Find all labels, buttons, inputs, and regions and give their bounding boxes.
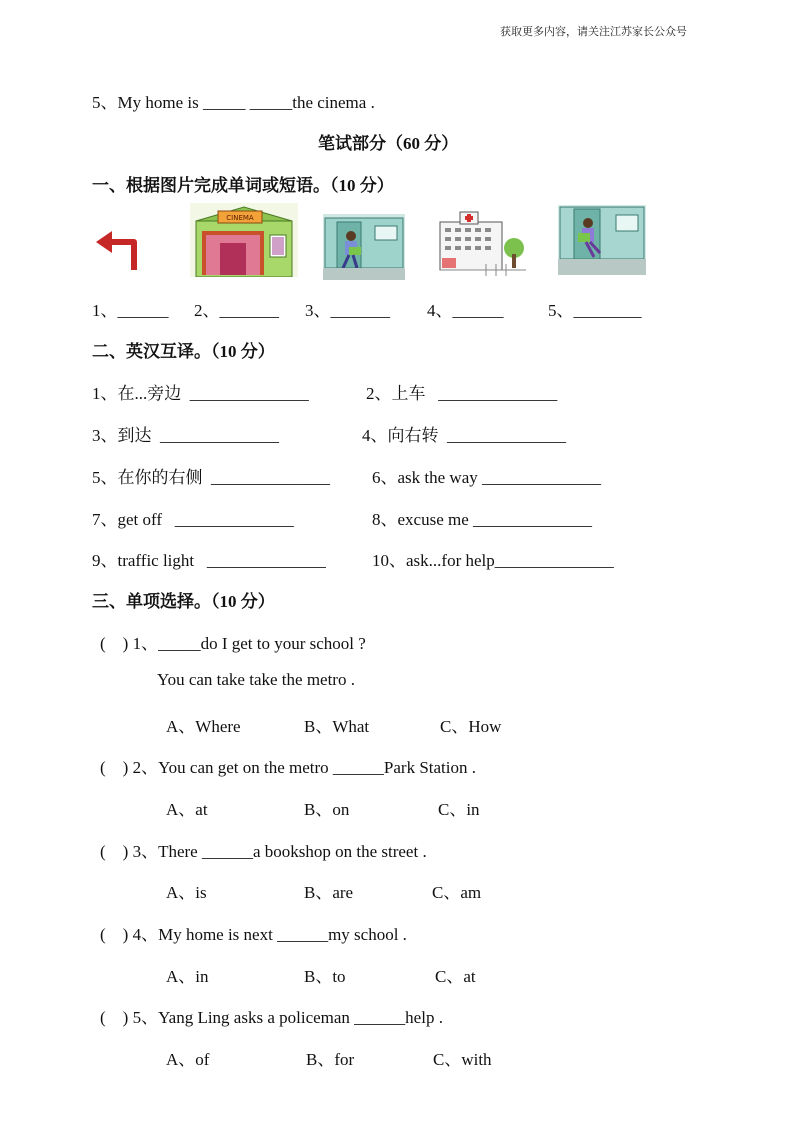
question-3-stem: ( ) 3、There ______a bookshop on the street .: [100, 842, 427, 861]
question-2-stem: ( ) 2、You can get on the metro ______Park Station .: [100, 758, 477, 777]
picture-blank-3[interactable]: 3、_______: [305, 301, 390, 320]
written-section-title: 笔试部分（60 分）: [318, 134, 459, 153]
turn-left-arrow-picture: [92, 222, 142, 274]
question-2-option-b[interactable]: B、on: [304, 800, 350, 819]
translation-item-3[interactable]: 3、到达 ______________: [92, 426, 279, 445]
section3-title: 三、单项选择。（10 分）: [92, 592, 275, 611]
translation-item-10[interactable]: 10、ask...for help______________: [372, 551, 614, 570]
metro-person-picture: [323, 214, 405, 280]
question-1-option-a[interactable]: A、Where: [166, 717, 241, 736]
question-1-option-b[interactable]: B、What: [304, 717, 370, 736]
header-note: 获取更多内容，请关注江苏家长公众号: [500, 26, 687, 38]
question-5-option-b[interactable]: B、for: [306, 1050, 355, 1069]
question-1-stem: ( ) 1、_____do I get to your school ?: [100, 634, 366, 653]
translation-item-5[interactable]: 5、在你的右侧 ______________: [92, 468, 330, 487]
translation-item-6[interactable]: 6、ask the way ______________: [372, 468, 602, 487]
question-5-stem: ( ) 5、Yang Ling asks a policeman ______help .: [100, 1008, 443, 1027]
picture-blank-5[interactable]: 5、________: [548, 301, 642, 320]
translation-item-1[interactable]: 1、在...旁边 ______________: [92, 384, 309, 403]
cinema-picture: [190, 203, 298, 277]
hospital-building-picture: [436, 210, 526, 276]
translation-item-9[interactable]: 9、traffic light ______________: [92, 551, 326, 570]
question-2-option-c[interactable]: C、in: [438, 800, 480, 819]
question-4-option-c[interactable]: C、at: [435, 967, 476, 986]
question-3-option-b[interactable]: B、are: [304, 883, 354, 902]
translation-item-7[interactable]: 7、get off ______________: [92, 510, 294, 529]
question-5-option-a[interactable]: A、of: [166, 1050, 210, 1069]
cinema-sign-text: CINEMA: [226, 214, 254, 222]
question-5-option-c[interactable]: C、with: [433, 1050, 492, 1069]
listening-item-5: 5、My home is _____ _____the cinema .: [92, 93, 375, 112]
question-4-stem: ( ) 4、My home is next ______my school .: [100, 925, 407, 944]
picture-blank-2[interactable]: 2、_______: [194, 301, 279, 320]
question-1-option-c[interactable]: C、How: [440, 717, 502, 736]
question-3-option-a[interactable]: A、is: [166, 883, 207, 902]
section2-title: 二、英汉互译。（10 分）: [92, 342, 275, 361]
translation-item-4[interactable]: 4、向右转 ______________: [362, 426, 566, 445]
question-2-option-a[interactable]: A、at: [166, 800, 208, 819]
picture-blank-4[interactable]: 4、______: [427, 301, 504, 320]
translation-item-8[interactable]: 8、excuse me ______________: [372, 510, 593, 529]
question-4-option-a[interactable]: A、in: [166, 967, 209, 986]
question-4-option-b[interactable]: B、to: [304, 967, 346, 986]
question-3-option-c[interactable]: C、am: [432, 883, 482, 902]
picture-blank-1[interactable]: 1、______: [92, 301, 169, 320]
question-1-context: You can take take the metro .: [157, 670, 355, 689]
section1-title: 一、根据图片完成单词或短语。（10 分）: [92, 176, 394, 195]
translation-item-2[interactable]: 2、上车 ______________: [366, 384, 558, 403]
metro-boarding-picture: [558, 205, 646, 275]
